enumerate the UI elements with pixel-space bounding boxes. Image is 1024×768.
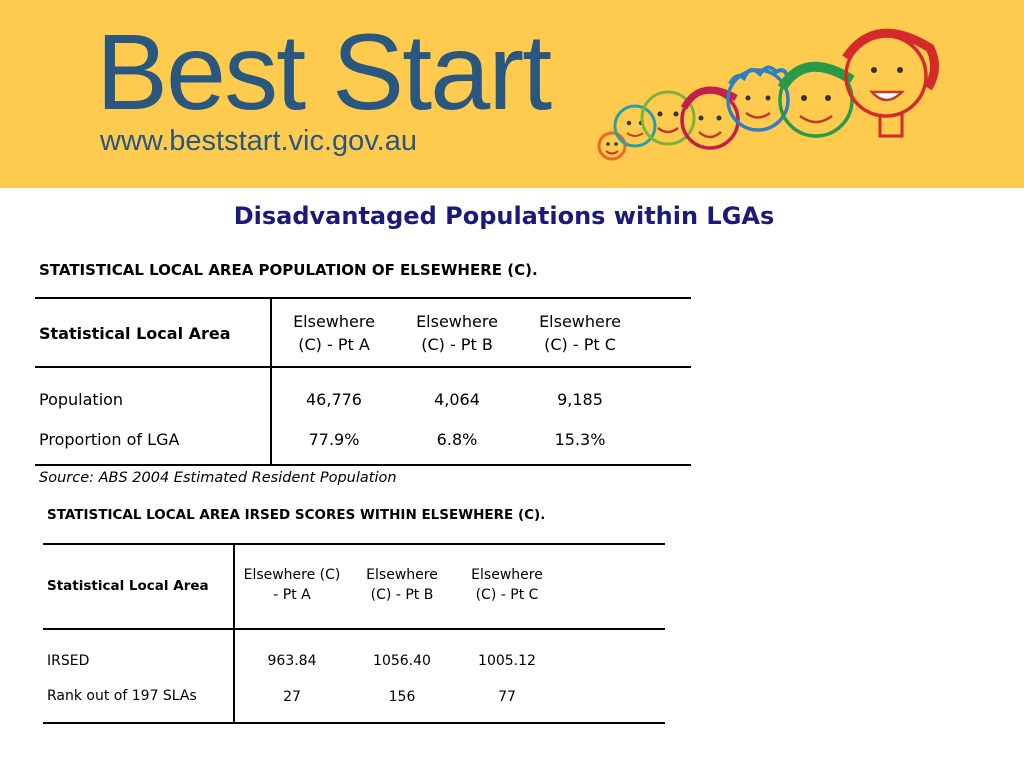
table-rule [35, 297, 691, 299]
table-rule [35, 366, 691, 368]
table-cell: 963.84 [267, 653, 317, 669]
column-header [284, 312, 384, 354]
column-header-line: (C) - Pt B [370, 587, 434, 603]
table-cell: 6.8% [436, 430, 478, 449]
column-header-line: (C) - Pt A [298, 335, 370, 354]
table-cell: 15.3% [554, 430, 606, 449]
table-cell: 77.9% [308, 430, 360, 449]
column-header-line: (C) - Pt C [475, 587, 539, 603]
table-rule [43, 628, 665, 630]
column-header-line: (C) - Pt B [421, 335, 493, 354]
column-header-line: Elsewhere (C) [243, 567, 341, 583]
row-header: Statistical Local Area [39, 324, 231, 343]
table2-caption: STATISTICAL LOCAL AREA IRSED SCORES WITHIN ELSEWHERE (C). [47, 507, 546, 523]
row-header: Statistical Local Area [47, 578, 209, 594]
column-header-line: Elsewhere [366, 567, 438, 583]
page-title: Disadvantaged Populations within LGAs [233, 202, 775, 230]
table-cell: 1005.12 [478, 653, 536, 669]
population-table [35, 297, 691, 467]
column-header [352, 567, 452, 603]
column-header-line: Elsewhere [293, 312, 375, 331]
table-divider [270, 297, 272, 466]
column-header-line: (C) - Pt C [544, 335, 616, 354]
children-faces-icon [590, 18, 950, 168]
irsed-table [43, 543, 665, 724]
table1-caption: STATISTICAL LOCAL AREA POPULATION OF ELSEWHERE (C). [39, 261, 538, 279]
header-banner [0, 0, 1024, 188]
column-header [236, 567, 348, 603]
website-url: www.beststart.vic.gov.au [100, 125, 417, 157]
table-rule [35, 464, 691, 466]
row-label: Rank out of 197 SLAs [47, 688, 197, 704]
table-cell: 4,064 [434, 390, 480, 409]
column-header-line: Elsewhere [416, 312, 498, 331]
table-divider [233, 543, 235, 724]
table-cell: 77 [498, 689, 516, 705]
column-header-line: Elsewhere [539, 312, 621, 331]
column-header [530, 312, 630, 354]
table-cell: 9,185 [557, 390, 603, 409]
table-cell: 27 [283, 689, 301, 705]
table-rule [43, 543, 665, 545]
table-cell: 156 [388, 689, 416, 705]
table-rule [43, 722, 665, 724]
table-cell: 1056.40 [373, 653, 431, 669]
column-header-line: - Pt A [273, 587, 311, 603]
table-cell: 46,776 [306, 390, 362, 409]
column-header [407, 312, 507, 354]
column-header [457, 567, 557, 603]
row-label: Proportion of LGA [39, 430, 180, 449]
column-header-line: Elsewhere [471, 567, 543, 583]
row-label: Population [39, 390, 124, 409]
brand-logo-text: Best Start [96, 11, 551, 132]
row-label: IRSED [47, 653, 90, 669]
source-note: Source: ABS 2004 Estimated Resident Population [39, 470, 397, 486]
